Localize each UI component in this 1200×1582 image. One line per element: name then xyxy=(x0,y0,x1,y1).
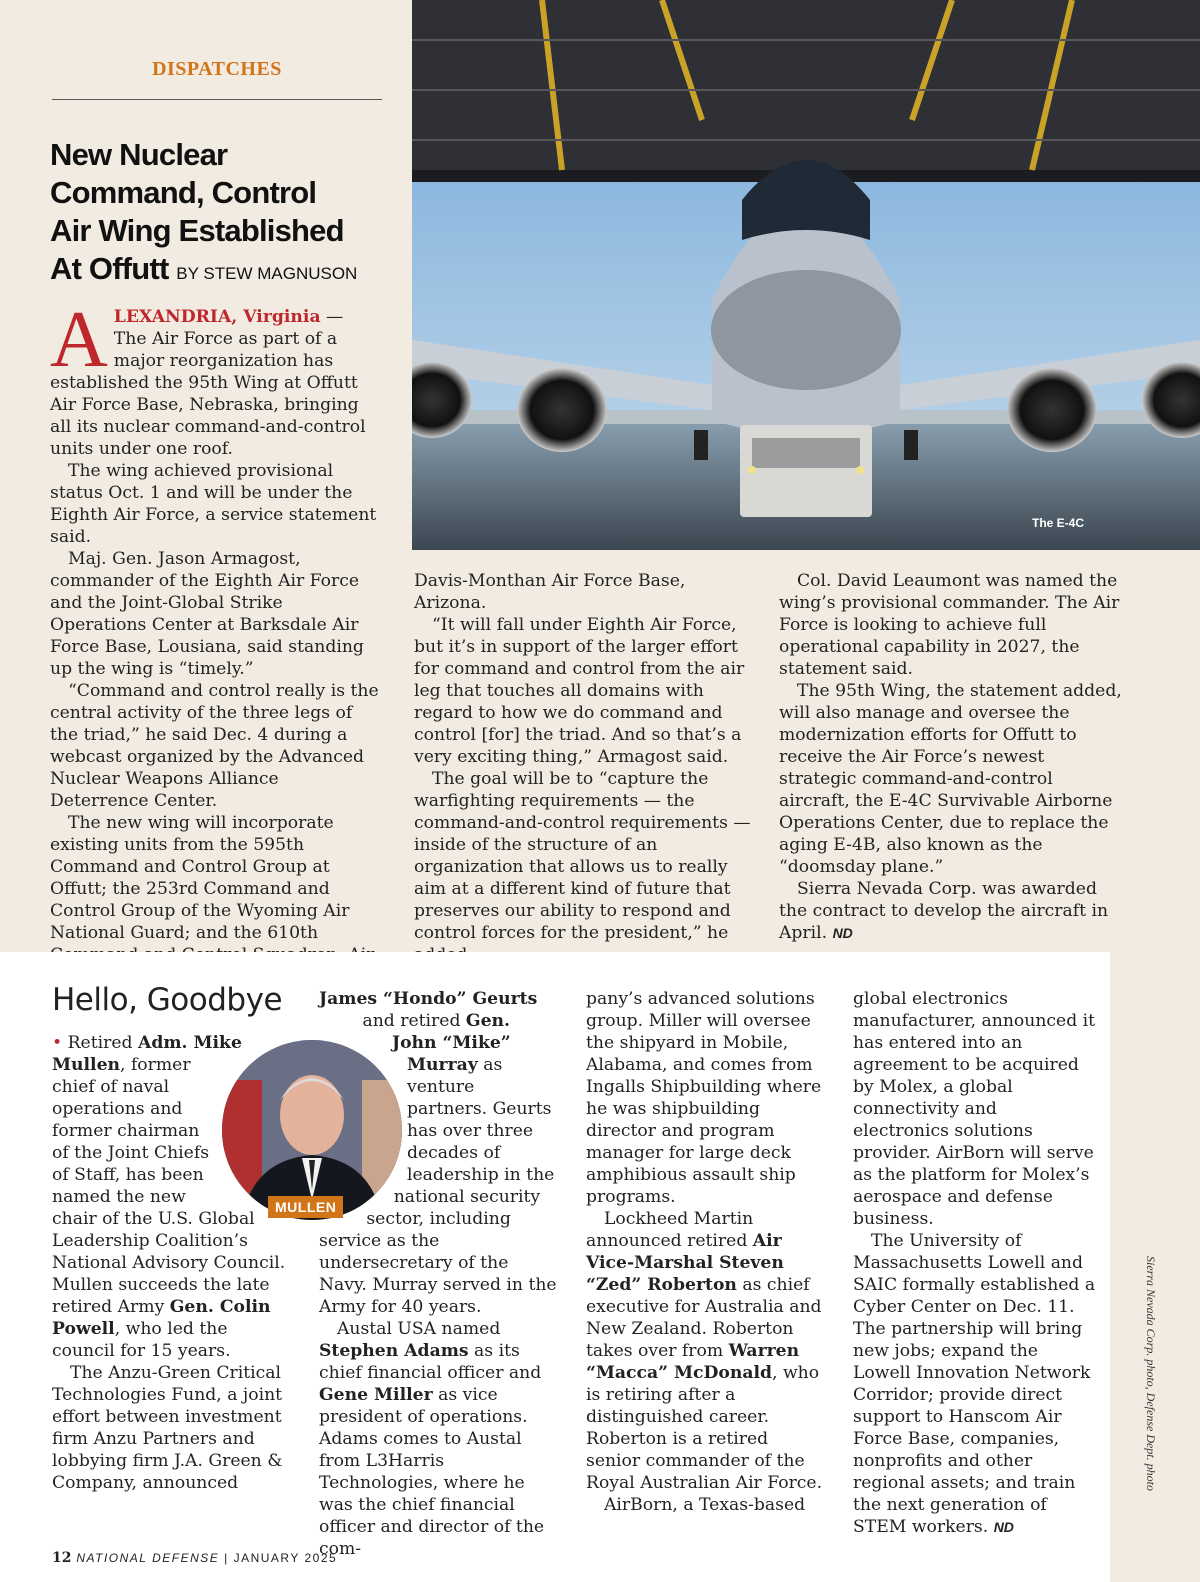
magazine-name: NATIONAL DEFENSE xyxy=(76,1551,220,1565)
byline: BY STEW MAGNUSON xyxy=(176,264,358,283)
section-title: Hello, Goodbye xyxy=(52,982,283,1018)
news-item xyxy=(586,1208,826,1494)
photo-credit-text: Sierra Nevada Corp. photo, Defense Dept. photo xyxy=(1144,1256,1158,1491)
photo-credit xyxy=(1142,1256,1162,1496)
item-text: , former chief of naval operations and former chairman of the Joint Chiefs of Staff, has been named the new chair of the U.S. Global Leadership Coalition’s National Advisory Council. Mullen succeeds the late retired Army xyxy=(52,1055,286,1317)
item-text: as venture partners. Geurts has over three decades of leadership in the national security sector, including service as the undersecretary of the Navy. Murray served in the Army for 40 years. xyxy=(319,1055,557,1317)
portrait-label: MULLEN xyxy=(268,1196,343,1218)
end-mark: ND xyxy=(993,1519,1014,1535)
article-paragraph: “It will fall under Eighth Air Force, but it’s in support of the larger effort for command and control from the air leg that touches all domains with regard to how we do command and control [for] the triad. And so that’s a very exciting thing,” Armagost said. xyxy=(414,615,745,767)
hello-column-1 xyxy=(52,1032,292,1494)
item-text: Retired xyxy=(62,1033,138,1053)
news-item xyxy=(853,1230,1098,1538)
page-footer xyxy=(52,1550,337,1566)
item-text: The University of Massachusetts Lowell and SAIC formally established a Cyber Center on Dec. 11. The partnership will bring new jobs; expand the Lowell Innovation Network Corridor; provide direct support to Hanscom Air Force Base, companies, nonprofits and other regional assets; and train the next generation of STEM workers. xyxy=(853,1231,1096,1537)
paragraph-text: Sierra Nevada Corp. was awarded the contract to develop the aircraft in April. xyxy=(779,879,1109,943)
person-name: Gene Miller xyxy=(319,1385,433,1405)
article-paragraph: Davis-Monthan Air Force Base, Arizona. xyxy=(414,571,686,613)
footer-separator: | xyxy=(224,1551,229,1565)
person-name: James “Hondo” Geurts xyxy=(319,989,538,1009)
page-number: 12 xyxy=(52,1550,72,1566)
news-item xyxy=(319,1318,559,1560)
person-name: Adm. Mike Mullen xyxy=(52,1033,242,1075)
item-text: , who is retiring after a distinguished career. Roberton is a retired senior commander of the Royal Australian Air Force. xyxy=(586,1363,823,1493)
paragraph-text: — The Air Force as part of a major reorganization has established the 95th Wing at Offutt Air Force Base, Nebraska, bringing all its nuclear command-and-control units under one roof. xyxy=(50,307,366,459)
headline-line: Command, Control xyxy=(50,175,317,210)
section-rule xyxy=(52,99,382,100)
article-column-1 xyxy=(50,296,380,988)
article-paragraph xyxy=(779,878,1125,944)
article-paragraph: Col. David Leaumont was named the wing’s provisional commander. The Air Force is looking to achieve full operational capability in 2027, the statement said. xyxy=(779,571,1120,679)
person-name: Gen. Colin Powell xyxy=(52,1297,271,1339)
item-text: , who led the council for 15 years. xyxy=(52,1319,231,1361)
news-item: AirBorn, a Texas-based xyxy=(604,1495,806,1515)
person-name: Air Vice-Marshal Steven “Zed” Roberton xyxy=(586,1231,784,1295)
article-headline xyxy=(50,136,395,293)
item-text: as vice president of operations. Adams comes to Austal from L3Harris Technologies, where he was the chief financial officer and director of the com- xyxy=(319,1385,545,1559)
hello-column-2 xyxy=(319,988,559,1560)
headline-line: Air Wing Established xyxy=(50,213,344,248)
article-paragraph: Maj. Gen. Jason Armagost, commander of the Eighth Air Force and the Joint-Global Strike Operations Center at Barksdale Air Force Base, Lousiana, said standing up the wing is “timely.” xyxy=(50,549,364,679)
bullet: • xyxy=(52,1033,63,1053)
item-text: as its chief financial officer and xyxy=(319,1341,542,1383)
headline-line: At Offutt xyxy=(50,251,169,286)
drop-cap: A xyxy=(50,296,108,384)
article-column-3 xyxy=(779,570,1125,944)
section-label: DISPATCHES xyxy=(152,58,282,80)
item-text: as chief executive for Australia and New Zealand. Roberton takes over from xyxy=(586,1275,822,1361)
news-item: The Anzu-Green Critical Technologies Fund, a joint effort between investment firm Anzu Partners and lobbying firm J.A. Green & Company, announced xyxy=(52,1363,283,1493)
aircraft-photo xyxy=(412,0,1200,550)
end-mark: ND xyxy=(832,925,853,941)
headline-line: New Nuclear xyxy=(50,137,228,172)
article-paragraph: “Command and control really is the central activity of the three legs of the triad,” he said Dec. 4 during a webcast organized by the Advanced Nuclear Weapons Alliance Deterrence Center. xyxy=(50,681,379,811)
news-item: global electronics manufacturer, announced it has entered into an agreement to be acquired by Molex, a global connectivity and electronics solutions provider. AirBorn will serve as the platform for Molex’s aerospace and defense business. xyxy=(853,989,1096,1229)
news-item: pany’s advanced solutions group. Miller will oversee the shipyard in Mobile, Alabama, and comes from Ingalls Shipbuilding where he was shipbuilding director and program manager for large deck amphibious assault ship programs. xyxy=(586,989,822,1207)
hello-column-4 xyxy=(853,988,1098,1538)
item-text: Lockheed Martin announced retired xyxy=(586,1209,754,1251)
hello-column-3 xyxy=(586,988,826,1516)
e4c-aircraft-illustration xyxy=(412,0,1200,550)
person-name: Warren “Macca” McDonald xyxy=(586,1341,800,1383)
item-text: Austal USA named xyxy=(337,1319,501,1339)
article-column-2 xyxy=(414,570,760,966)
issue-date: JANUARY 2025 xyxy=(233,1551,338,1565)
article-paragraph: The 95th Wing, the statement added, will also manage and oversee the modernization efforts for Offutt to receive the Air Force’s newest strategic command-and-control aircraft, the E-4C Survivable Airborne Operations Center, due to replace the aging E-4B, also known as the “doomsday plane.” xyxy=(779,681,1122,877)
person-name: Gen. John “Mike” Murray xyxy=(391,1011,511,1075)
dateline: LEXANDRIA, Virginia xyxy=(113,307,321,327)
article-paragraph: The goal will be to “capture the warfighting requirements — the command-and-control requirements — inside of the structure of an organization that allows us to really aim at a different kind of future that preserves our ability to respond and control forces for the president,” he xyxy=(414,769,751,943)
article-paragraph xyxy=(50,296,380,460)
photo-caption: The E-4C xyxy=(1031,516,1084,530)
item-text: and retired xyxy=(362,1011,466,1031)
person-name: Stephen Adams xyxy=(319,1341,469,1361)
article-paragraph: The new wing will incorporate existing units from the 595th Command and Control Group at Offutt; the 253rd Command and Control Group of the Wyoming Air National Guard; and the 610th xyxy=(50,813,350,943)
article-paragraph: The wing achieved provisional status Oct. 1 and will be under the Eighth Air Force, a service statement said. xyxy=(50,461,377,547)
